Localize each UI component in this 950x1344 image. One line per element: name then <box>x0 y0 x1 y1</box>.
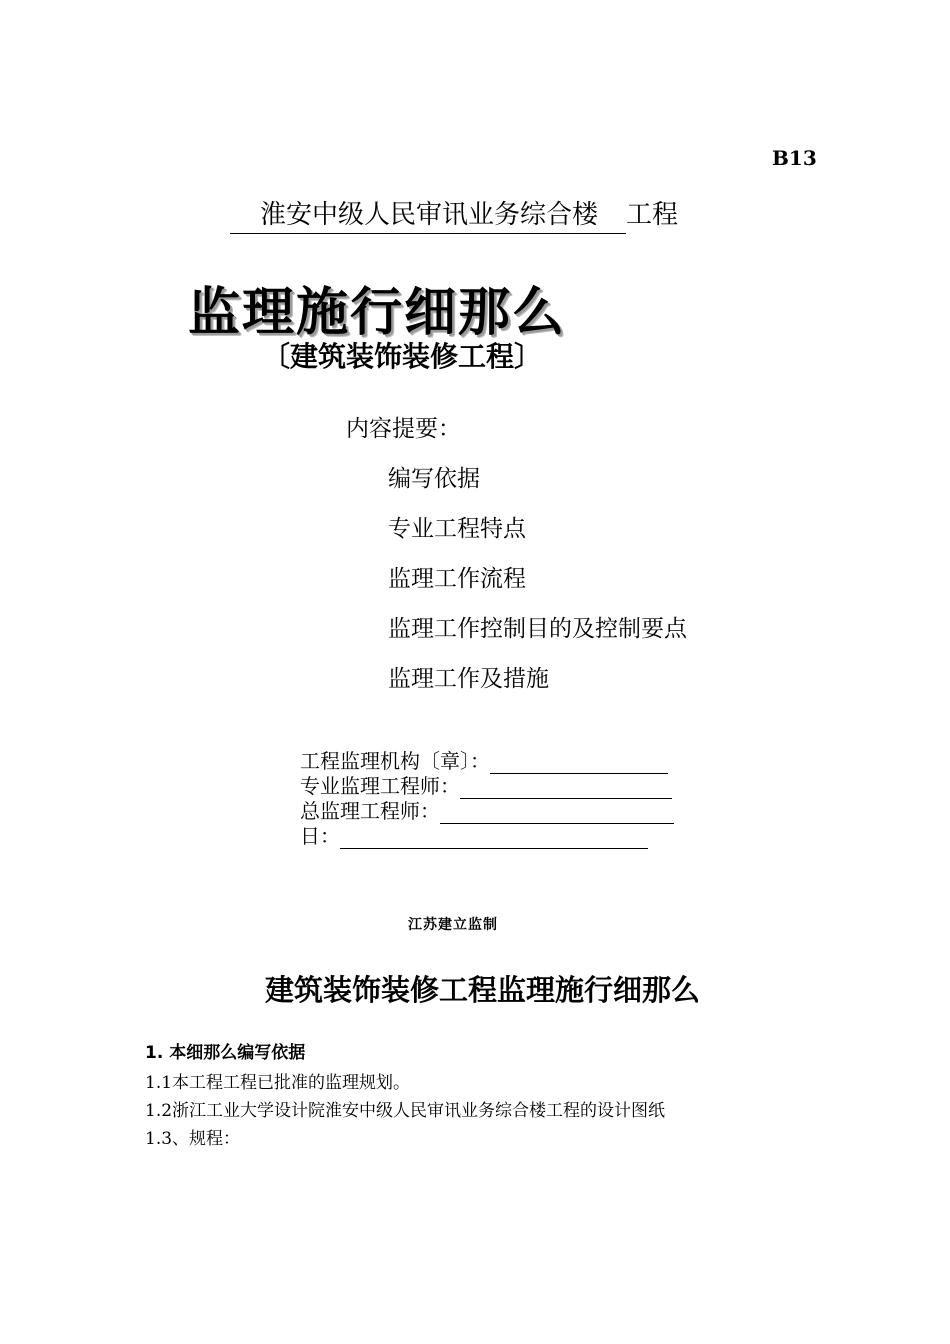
toc-heading: 内容提要： <box>346 416 461 442</box>
form-code: B13 <box>772 146 817 170</box>
signature-blank[interactable] <box>490 753 668 774</box>
org-name: 江苏建立监制 <box>408 917 498 933</box>
signature-label: 专业监理工程师： <box>300 774 460 798</box>
document-title: 建筑装饰装修工程监理施行细那么 <box>265 973 701 1007</box>
toc-item: 监理工作及措施 <box>388 666 549 692</box>
project-name: 淮安中级人民审讯业务综合楼 <box>230 194 626 234</box>
signature-blank[interactable] <box>460 778 672 799</box>
signature-row-date <box>300 823 648 849</box>
signature-label: 工程监理机构〔章〕： <box>300 749 490 773</box>
main-title: 监理施行细那么 <box>188 283 567 343</box>
signature-row-chief <box>300 798 674 824</box>
section-heading: 1. 本细那么编写依据 <box>145 1043 306 1063</box>
body-line: 1.3、规程： <box>145 1129 241 1149</box>
body-line: 1.2浙江工业大学设计院淮安中级人民审讯业务综合楼工程的设计图纸 <box>145 1101 666 1121</box>
body-line: 1.1本工程工程已批准的监理规划。 <box>145 1073 411 1093</box>
signature-label: 日： <box>300 824 340 848</box>
project-suffix: 工程 <box>626 200 679 230</box>
signature-label: 总监理工程师： <box>300 799 440 823</box>
toc-item: 监理工作控制目的及控制要点 <box>388 616 687 642</box>
project-name-line <box>230 194 678 234</box>
toc-item: 监理工作流程 <box>388 566 526 592</box>
toc-item: 专业工程特点 <box>388 516 526 542</box>
signature-blank[interactable] <box>440 803 674 824</box>
subtitle: 〔建筑装饰装修工程〕 <box>262 340 543 373</box>
toc-item: 编写依据 <box>388 466 480 492</box>
signature-blank[interactable] <box>340 828 648 849</box>
